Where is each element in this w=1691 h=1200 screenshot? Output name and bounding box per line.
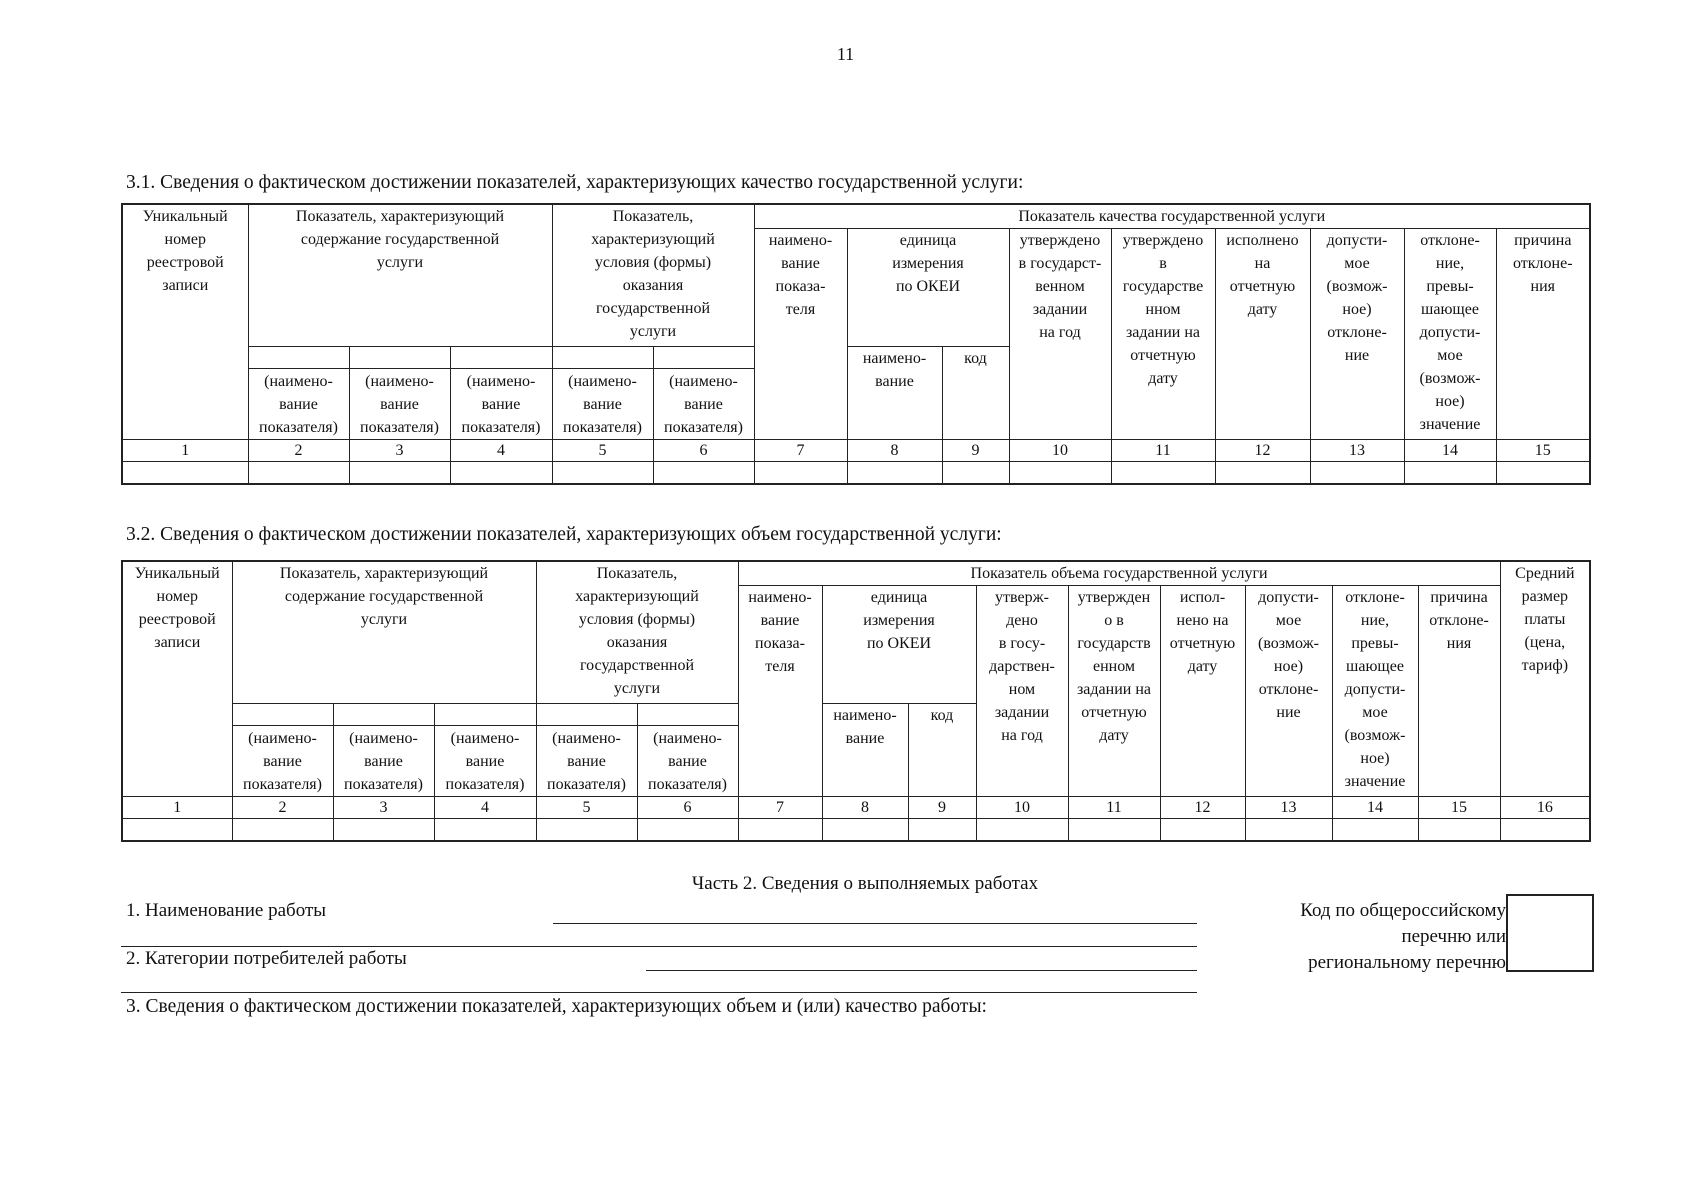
header-deviation-reason: причина отклоне- ния: [1418, 586, 1500, 797]
column-number: 6: [653, 440, 754, 462]
table-cell[interactable]: [1310, 462, 1404, 485]
column-number: 3: [349, 440, 450, 462]
volume-indicators-table: [121, 560, 1591, 842]
column-number: 15: [1418, 797, 1500, 819]
conditions-sub-blank: [552, 347, 653, 369]
column-number: 10: [976, 797, 1068, 819]
content-sub-blank: [349, 347, 450, 369]
column-number: 15: [1496, 440, 1590, 462]
sub-indicator-name: (наимено- вание показателя): [333, 726, 434, 797]
sub-indicator-name: (наимено- вание показателя): [637, 726, 738, 797]
header-exceeding-deviation: отклоне- ние, превы- шающее допусти- мое (возмож- ное) значение: [1404, 229, 1496, 440]
header-approved-date: утвержден о в государств енном задании на отчетную дату: [1068, 586, 1160, 797]
header-volume-indicator-group: Показатель объема государственной услуги: [738, 561, 1500, 586]
header-conditions-indicator: Показатель, характеризующий условия (формы) оказания государственной услуги: [536, 561, 738, 704]
table-cell[interactable]: [1009, 462, 1111, 485]
column-number: 6: [637, 797, 738, 819]
column-number: 9: [942, 440, 1009, 462]
consumers-underline[interactable]: [646, 970, 1197, 971]
header-indicator-name: наимено- вание показа- теля: [738, 586, 822, 797]
header-conditions-indicator: Показатель, характеризующий условия (формы) оказания государственной услуги: [552, 204, 754, 347]
content-sub-blank: [434, 704, 536, 726]
sub-indicator-name: (наимено- вание показателя): [349, 369, 450, 440]
sub-indicator-name: (наимено- вание показателя): [536, 726, 637, 797]
table-cell[interactable]: [1068, 819, 1160, 842]
header-approved-year: утверждено в государст- венном задании на год: [1009, 229, 1111, 440]
table-cell[interactable]: [637, 819, 738, 842]
table-row: [122, 462, 1590, 485]
table-row: [122, 819, 1590, 842]
sub-indicator-name: (наимено- вание показателя): [552, 369, 653, 440]
table-cell[interactable]: [122, 462, 248, 485]
sub-indicator-name: (наимено- вание показателя): [434, 726, 536, 797]
table-cell[interactable]: [552, 462, 653, 485]
content-sub-blank: [450, 347, 552, 369]
registry-code-label: Код по общероссийскому перечню или региональному перечню: [1300, 900, 1506, 973]
header-unique-number: Уникальный номер реестровой записи: [122, 204, 248, 440]
work-name-underline[interactable]: [553, 923, 1197, 924]
column-number: 12: [1215, 440, 1310, 462]
quality-indicators-table: [121, 203, 1591, 485]
content-sub-blank: [248, 347, 349, 369]
table-cell[interactable]: [1215, 462, 1310, 485]
header-unit-code: код: [908, 704, 976, 797]
header-executed: исполнено на отчетную дату: [1215, 229, 1310, 440]
header-average-fee: Средний размер платы (цена, тариф): [1500, 561, 1590, 797]
column-number: 9: [908, 797, 976, 819]
table-cell[interactable]: [248, 462, 349, 485]
section-3-title: 3. Сведения о фактическом достижении показателей, характеризующих объем и (или) качество работы:: [126, 996, 987, 1017]
column-number: 2: [248, 440, 349, 462]
table-cell[interactable]: [908, 819, 976, 842]
column-number: 3: [333, 797, 434, 819]
header-approved-date: утверждено в государстве нном задании на отчетную дату: [1111, 229, 1215, 440]
column-number: 5: [552, 440, 653, 462]
table-cell[interactable]: [1418, 819, 1500, 842]
table-cell[interactable]: [1500, 819, 1590, 842]
table-cell[interactable]: [754, 462, 847, 485]
page-number: 11: [836, 44, 855, 64]
header-content-indicator: Показатель, характеризующий содержание государственной услуги: [248, 204, 552, 347]
column-number: 2: [232, 797, 333, 819]
column-number: 11: [1068, 797, 1160, 819]
header-exceeding-deviation: отклоне- ние, превы- шающее допусти- мое (возмож- ное) значение: [1332, 586, 1418, 797]
sub-indicator-name: (наимено- вание показателя): [450, 369, 552, 440]
header-unit-code: код: [942, 347, 1009, 440]
part-2-title: Часть 2. Сведения о выполняемых работах: [691, 873, 1039, 894]
column-number: 10: [1009, 440, 1111, 462]
content-sub-blank: [232, 704, 333, 726]
table-cell[interactable]: [434, 819, 536, 842]
table-cell[interactable]: [822, 819, 908, 842]
section-3-1-title: 3.1. Сведения о фактическом достижении показателей, характеризующих качество государственной услуги:: [126, 172, 1024, 193]
header-quality-indicator-group: Показатель качества государственной услуги: [754, 204, 1590, 229]
table-cell[interactable]: [333, 819, 434, 842]
header-unit-okei: единица измерения по ОКЕИ: [847, 229, 1009, 347]
table-cell[interactable]: [942, 462, 1009, 485]
header-unit-name: наимено- вание: [822, 704, 908, 797]
conditions-sub-blank: [653, 347, 754, 369]
table-cell[interactable]: [847, 462, 942, 485]
column-number: 5: [536, 797, 637, 819]
header-allowed-deviation: допусти- мое (возмож- ное) отклоне- ние: [1245, 586, 1332, 797]
table-cell[interactable]: [450, 462, 552, 485]
content-sub-blank: [333, 704, 434, 726]
table-cell[interactable]: [1496, 462, 1590, 485]
table-cell[interactable]: [738, 819, 822, 842]
column-number: 1: [122, 797, 232, 819]
column-number: 11: [1111, 440, 1215, 462]
section-3-2-title: 3.2. Сведения о фактическом достижении показателей, характеризующих объем государственной услуги:: [126, 524, 1002, 545]
sub-indicator-name: (наимено- вание показателя): [232, 726, 333, 797]
header-content-indicator: Показатель, характеризующий содержание государственной услуги: [232, 561, 536, 704]
header-executed: испол- нено на отчетную дату: [1160, 586, 1245, 797]
consumers-label: 2. Категории потребителей работы: [126, 948, 407, 969]
table-cell[interactable]: [653, 462, 754, 485]
column-number: 16: [1500, 797, 1590, 819]
column-number: 14: [1332, 797, 1418, 819]
header-unit-name: наимено- вание: [847, 347, 942, 440]
table-cell[interactable]: [976, 819, 1068, 842]
column-number: 4: [450, 440, 552, 462]
conditions-sub-blank: [637, 704, 738, 726]
table-cell[interactable]: [1404, 462, 1496, 485]
column-number: 8: [822, 797, 908, 819]
column-number: 4: [434, 797, 536, 819]
consumers-underline-2[interactable]: [121, 992, 1197, 993]
column-number: 14: [1404, 440, 1496, 462]
table-cell[interactable]: [1332, 819, 1418, 842]
column-number: 7: [754, 440, 847, 462]
work-name-underline-2[interactable]: [121, 946, 1197, 947]
header-unit-okei: единица измерения по ОКЕИ: [822, 586, 976, 704]
column-number: 1: [122, 440, 248, 462]
table-cell[interactable]: [536, 819, 637, 842]
table-cell[interactable]: [232, 819, 333, 842]
column-number: 12: [1160, 797, 1245, 819]
table-cell[interactable]: [349, 462, 450, 485]
column-number: 13: [1245, 797, 1332, 819]
header-allowed-deviation: допусти- мое (возмож- ное) отклоне- ние: [1310, 229, 1404, 440]
sub-indicator-name: (наимено- вание показателя): [248, 369, 349, 440]
work-name-label: 1. Наименование работы: [126, 900, 327, 921]
header-unique-number: Уникальный номер реестровой записи: [122, 561, 232, 797]
column-number: 13: [1310, 440, 1404, 462]
header-approved-year: утверж- дено в госу- дарствен- ном задании на год: [976, 586, 1068, 797]
column-number: 7: [738, 797, 822, 819]
column-number: 8: [847, 440, 942, 462]
table-cell[interactable]: [1111, 462, 1215, 485]
registry-code-box[interactable]: [1506, 894, 1594, 972]
header-indicator-name: наимено- вание показа- теля: [754, 229, 847, 440]
table-cell[interactable]: [122, 819, 232, 842]
table-cell[interactable]: [1160, 819, 1245, 842]
conditions-sub-blank: [536, 704, 637, 726]
sub-indicator-name: (наимено- вание показателя): [653, 369, 754, 440]
table-cell[interactable]: [1245, 819, 1332, 842]
header-deviation-reason: причина отклоне- ния: [1496, 229, 1590, 440]
